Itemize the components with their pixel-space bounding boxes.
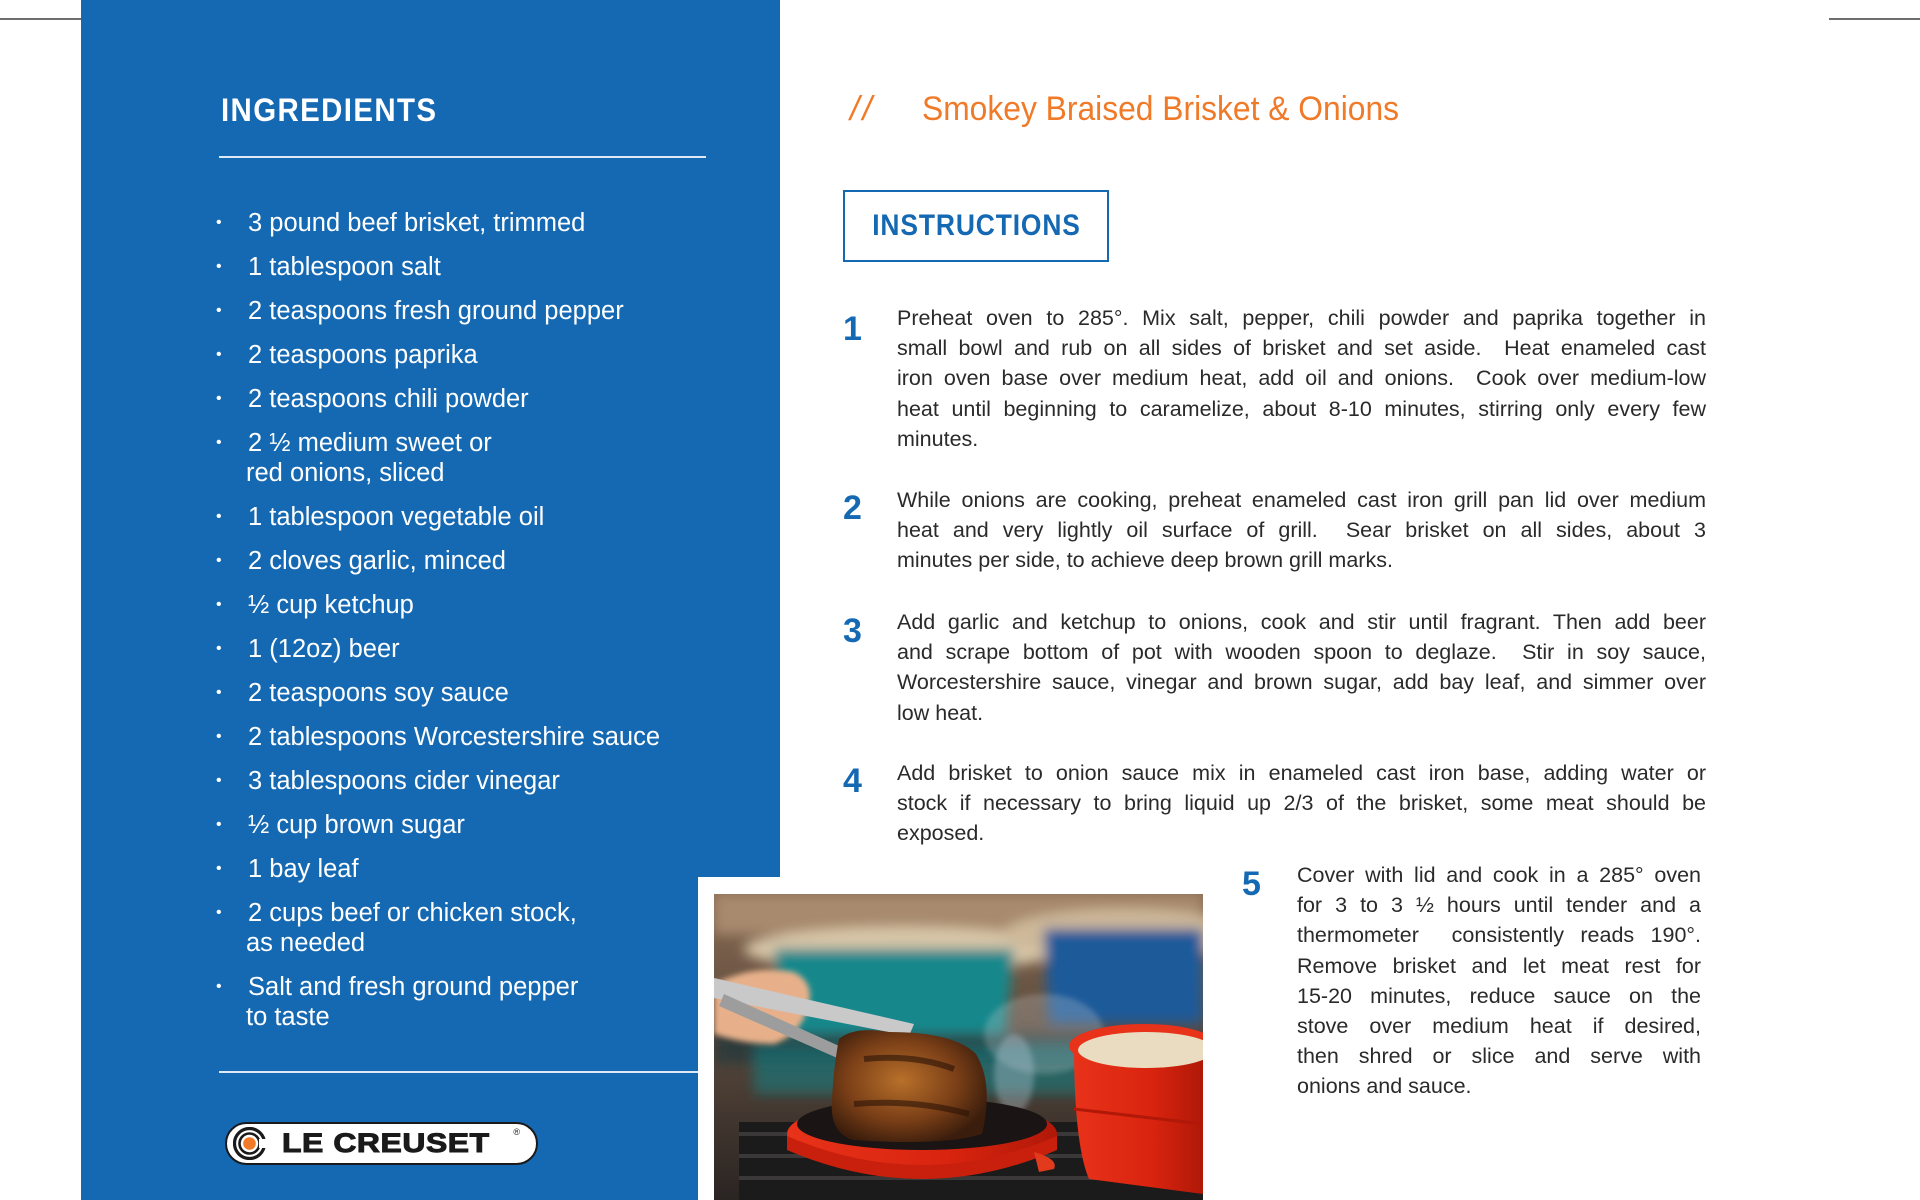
step-text xyxy=(897,303,1706,454)
bullet-icon: • xyxy=(216,904,222,921)
step-number: 2 xyxy=(843,489,862,527)
step-text-line xyxy=(897,515,1706,545)
step-text-line xyxy=(1297,981,1701,1011)
step-text xyxy=(897,607,1706,728)
ingredient-text: ½ cup brown sugar xyxy=(248,811,465,839)
step-text-content: Add garlic and ketchup to onions, cook and stir until fragrant. Then add beer xyxy=(897,610,1706,634)
ingredient-text: 2 cups beef or chicken stock, xyxy=(248,899,577,927)
bullet-icon: • xyxy=(216,860,222,877)
registered-mark: ® xyxy=(513,1127,520,1137)
step-text-line xyxy=(897,303,1706,333)
instructions-heading: INSTRUCTIONS xyxy=(871,209,1081,242)
ingredient-text: 2 teaspoons paprika xyxy=(248,341,478,369)
bullet-icon: • xyxy=(216,640,222,657)
step-text-content: for 3 to 3 ½ hours until tender and a xyxy=(1297,893,1701,918)
step-text-content: small bowl and rub on all sides of brisket and set aside. Heat enameled cast xyxy=(897,336,1706,361)
step-text-content: While onions are cooking, preheat enameled cast iron grill pan lid over medium xyxy=(897,488,1706,512)
step-text-content: Add brisket to onion sauce mix in enameled cast iron base, adding water or xyxy=(897,761,1706,785)
ingredient-item xyxy=(214,546,694,576)
bullet-icon: • xyxy=(216,596,222,613)
ingredient-item xyxy=(214,810,694,840)
bullet-icon: • xyxy=(216,728,222,745)
ingredient-item xyxy=(214,634,694,664)
step-text-content: heat until beginning to caramelize, about 8-10 minutes, stirring only every few xyxy=(897,396,1706,421)
step-text-content: iron oven base over medium heat, add oil and onions. Cook over medium-low xyxy=(897,366,1706,391)
step-text-content: exposed. xyxy=(897,821,985,846)
step-text-line xyxy=(897,424,1706,454)
ingredient-text: 1 tablespoon vegetable oil xyxy=(248,503,545,531)
step-text-content: onions and sauce. xyxy=(1297,1074,1472,1099)
le-creuset-logo xyxy=(225,1122,538,1165)
bullet-icon: • xyxy=(216,552,222,569)
step-text xyxy=(897,758,1706,849)
ingredient-text: ½ cup ketchup xyxy=(248,591,414,619)
ingredients-heading-divider xyxy=(219,156,706,158)
brand-name: LE CREUSET xyxy=(282,1128,490,1158)
ingredient-item xyxy=(214,898,694,958)
ingredient-text: 2 teaspoons fresh ground pepper xyxy=(248,297,624,325)
step-text-content: low heat. xyxy=(897,700,984,725)
step-text-content: minutes per side, to achieve deep brown grill marks. xyxy=(897,548,1393,573)
ingredient-item xyxy=(214,208,694,238)
instructions-heading-box xyxy=(843,190,1109,262)
ingredient-item xyxy=(214,854,694,884)
bullet-icon: • xyxy=(216,214,222,231)
step-text-content: 15-20 minutes, reduce sauce on the xyxy=(1297,983,1701,1008)
ingredient-item xyxy=(214,766,694,796)
ingredient-item xyxy=(214,252,694,282)
ingredient-text: 2 ½ medium sweet or xyxy=(248,429,492,457)
step-number: 5 xyxy=(1242,865,1261,903)
ingredient-item xyxy=(214,722,694,752)
ingredients-list xyxy=(214,208,694,1046)
step-text-line xyxy=(1297,890,1701,920)
ingredient-item xyxy=(214,972,694,1032)
recipe-title: Smokey Braised Brisket & Onions xyxy=(922,90,1400,128)
ingredients-heading: INGREDIENTS xyxy=(221,92,438,128)
ingredient-item xyxy=(214,678,694,708)
bullet-icon: • xyxy=(216,978,222,995)
step-text-content: thermometer consistently reads 190°. xyxy=(1297,923,1701,948)
step-text-line xyxy=(897,788,1706,818)
bullet-icon: • xyxy=(216,258,222,275)
step-text-line xyxy=(1297,920,1701,950)
bullet-icon: • xyxy=(216,346,222,363)
ingredient-text: 3 pound beef brisket, trimmed xyxy=(248,209,586,237)
title-slash-decoration: // xyxy=(850,90,875,128)
ingredient-text: to taste xyxy=(246,1003,330,1031)
le-creuset-ring-icon xyxy=(233,1127,266,1160)
step-text-line xyxy=(897,758,1706,788)
ingredient-text: 1 bay leaf xyxy=(248,855,359,883)
ingredient-item xyxy=(214,296,694,326)
ingredient-text: 1 tablespoon salt xyxy=(248,253,441,281)
step-text xyxy=(897,485,1706,576)
step-text-line xyxy=(897,667,1706,697)
step-text-line xyxy=(1297,1011,1701,1041)
step-text-content: then shred or slice and serve with xyxy=(1297,1044,1701,1069)
step-text-content: stove over medium heat if desired, xyxy=(1297,1013,1701,1038)
step-text-content: Worcestershire sauce, vinegar and brown sugar, add bay leaf, and simmer over xyxy=(897,670,1706,695)
ingredient-text: 2 teaspoons chili powder xyxy=(248,385,529,413)
step-text-line xyxy=(897,394,1706,424)
bullet-icon: • xyxy=(216,772,222,789)
bullet-icon: • xyxy=(216,816,222,833)
recipe-photo xyxy=(714,894,1203,1200)
ingredient-text: 1 (12oz) beer xyxy=(248,635,400,663)
crop-mark-left xyxy=(0,18,91,20)
step-text-line xyxy=(1297,951,1701,981)
bullet-icon: • xyxy=(216,302,222,319)
step-text-line xyxy=(897,637,1706,667)
ingredient-text: 2 cloves garlic, minced xyxy=(248,547,506,575)
brisket-photo-image xyxy=(714,894,1203,1200)
ingredients-footer-divider xyxy=(219,1071,699,1073)
step-text-content: Remove brisket and let meat rest for xyxy=(1297,953,1701,978)
step-text-line xyxy=(1297,860,1701,890)
step-text-line xyxy=(897,485,1706,515)
ingredient-item xyxy=(214,384,694,414)
ingredient-item xyxy=(214,340,694,370)
ingredient-text: red onions, sliced xyxy=(246,459,445,487)
bullet-icon: • xyxy=(216,508,222,525)
step-number: 1 xyxy=(843,310,862,348)
step-text-line xyxy=(897,333,1706,363)
step-text-content: minutes. xyxy=(897,426,979,451)
step-text-line xyxy=(897,698,1706,728)
step-text-content: stock if necessary to bring liquid up 2/3 of the brisket, some meat should be xyxy=(897,791,1706,816)
step-text-content: heat and very lightly oil surface of grill. Sear brisket on all sides, about 3 xyxy=(897,518,1706,543)
step-number: 3 xyxy=(843,612,862,650)
ingredient-text: 2 tablespoons Worcestershire sauce xyxy=(248,723,660,751)
step-text-line xyxy=(1297,1071,1701,1101)
ingredient-text: as needed xyxy=(246,929,366,957)
step-text-line xyxy=(897,545,1706,575)
bullet-icon: • xyxy=(216,390,222,407)
step-text-content: Preheat oven to 285°. Mix salt, pepper, chili powder and paprika together in xyxy=(897,306,1706,330)
step-number: 4 xyxy=(843,762,862,800)
step-text-content: and scrape bottom of pot with wooden spoon to deglaze. Stir in soy sauce, xyxy=(897,640,1706,665)
ingredient-item xyxy=(214,428,694,488)
step-text-content: Cover with lid and cook in a 285° oven xyxy=(1297,863,1701,887)
step-text-line xyxy=(897,363,1706,393)
ingredient-text: Salt and fresh ground pepper xyxy=(248,973,579,1001)
ingredient-item xyxy=(214,502,694,532)
ingredient-item xyxy=(214,590,694,620)
ingredient-text: 3 tablespoons cider vinegar xyxy=(248,767,560,795)
step-text-line xyxy=(897,818,1706,848)
bullet-icon: • xyxy=(216,684,222,701)
crop-mark-right xyxy=(1829,18,1920,20)
step-text-line xyxy=(1297,1041,1701,1071)
bullet-icon: • xyxy=(216,434,222,451)
step-text-line xyxy=(897,607,1706,637)
step-text xyxy=(1297,860,1701,1102)
ingredient-text: 2 teaspoons soy sauce xyxy=(248,679,509,707)
